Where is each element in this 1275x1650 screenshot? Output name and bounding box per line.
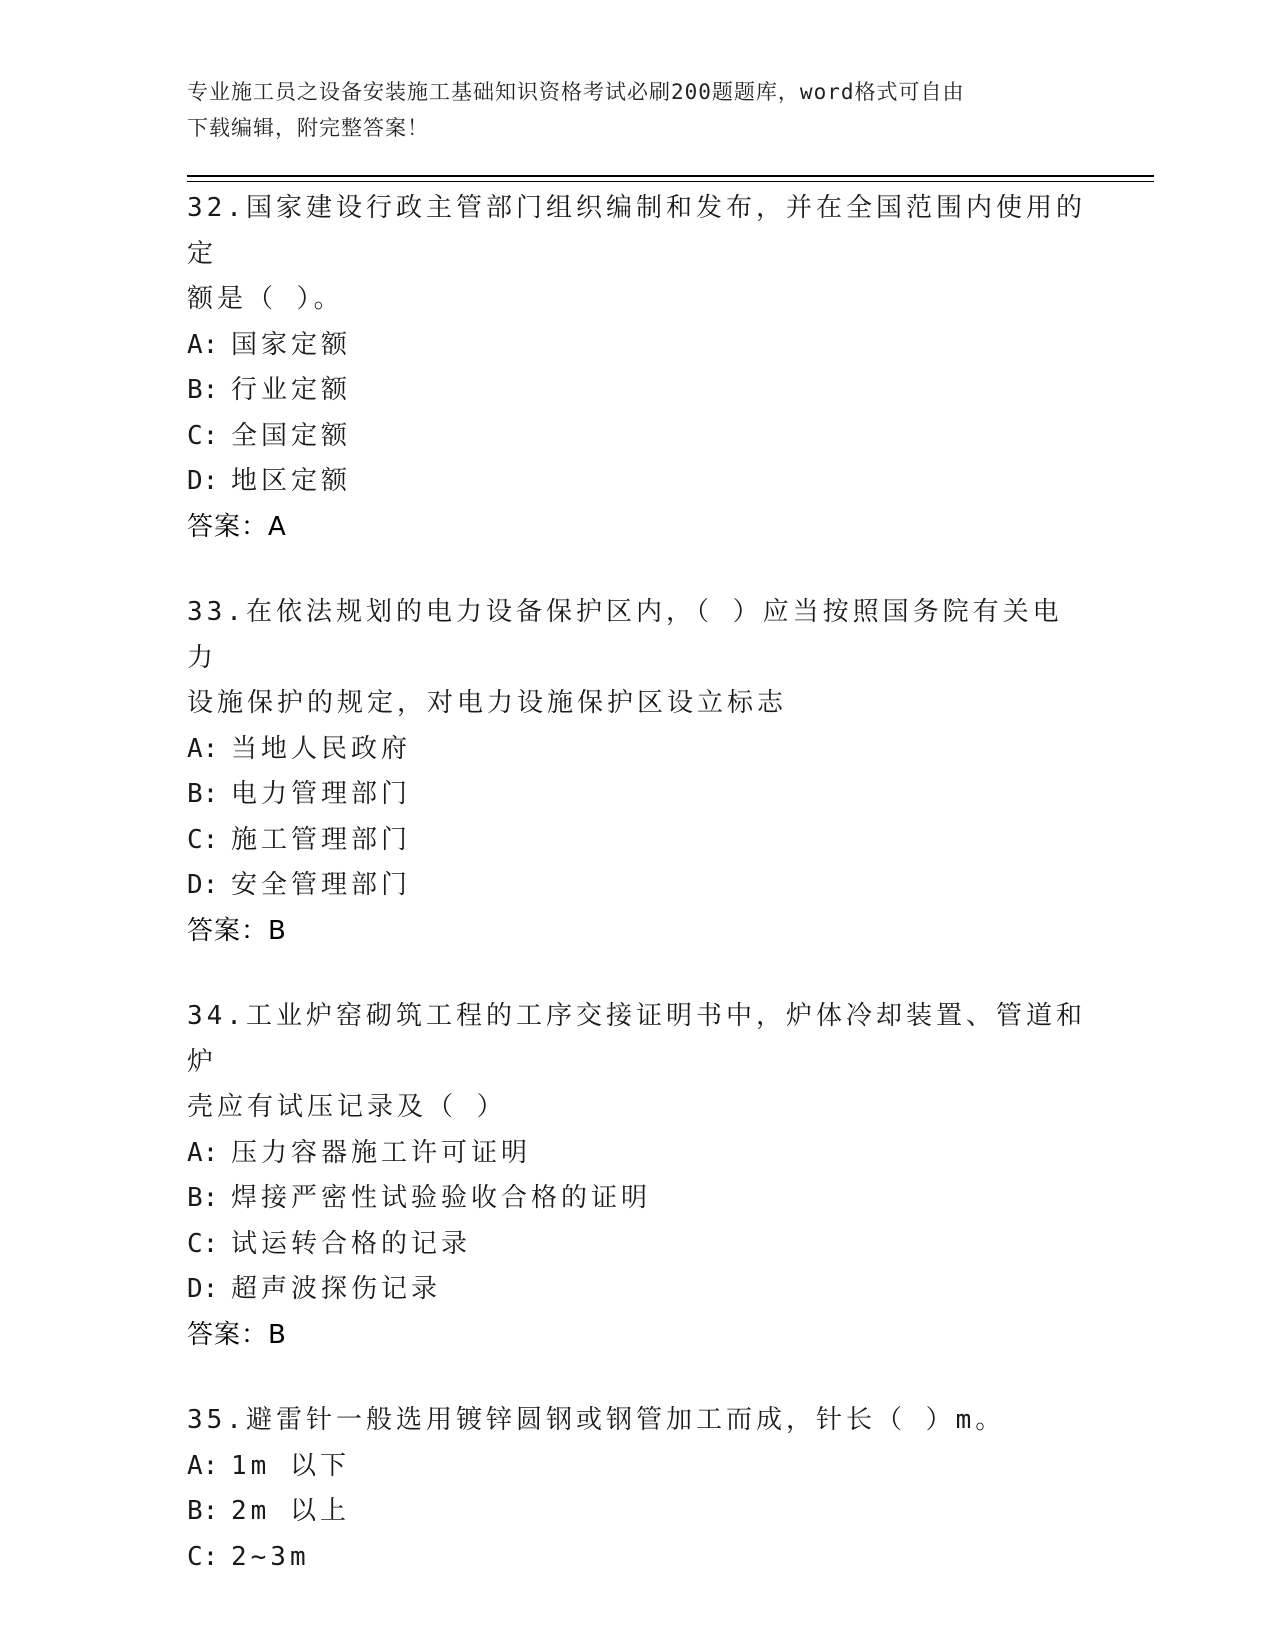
question-stem-line: 34.工业炉窑砌筑工程的工序交接证明书中，炉体冷却装置、管道和炉 bbox=[187, 1001, 1086, 1077]
question-34 bbox=[187, 994, 1087, 1358]
option-key: A: bbox=[187, 733, 219, 764]
option-a bbox=[187, 1444, 1087, 1490]
option-key: C: bbox=[187, 1228, 219, 1259]
option-key: A: bbox=[187, 1137, 219, 1168]
header-divider-thick bbox=[187, 175, 1154, 177]
option-a bbox=[187, 323, 1087, 369]
option-key: D: bbox=[187, 870, 219, 900]
header-line-1: 专业施工员之设备安装施工基础知识资格考试必刷200题题库，word格式可自由 bbox=[187, 80, 965, 104]
question-stem-line: 额是（ ）。 bbox=[187, 284, 344, 314]
option-text: 试运转合格的记录 bbox=[231, 1228, 472, 1259]
option-text: 电力管理部门 bbox=[231, 779, 412, 809]
option-text: 国家定额 bbox=[231, 329, 352, 360]
option-text: 压力容器施工许可证明 bbox=[231, 1137, 532, 1168]
option-key: B: bbox=[187, 779, 219, 809]
option-text: 当地人民政府 bbox=[231, 733, 412, 764]
option-c bbox=[187, 414, 1087, 460]
option-text: 超声波探伤记录 bbox=[231, 1274, 442, 1304]
question-32 bbox=[187, 186, 1087, 550]
question-stem-line: 35.避雷针一般选用镀锌圆钢或钢管加工而成，针长（ ）m。 bbox=[187, 1405, 1006, 1435]
option-text: 2m 以上 bbox=[231, 1496, 350, 1526]
option-key: D: bbox=[187, 1274, 219, 1304]
option-d bbox=[187, 459, 1087, 505]
answer-line: 答案：B bbox=[187, 915, 287, 946]
option-key: C: bbox=[187, 420, 219, 451]
question-list bbox=[187, 186, 1087, 1620]
option-key: A: bbox=[187, 329, 219, 360]
question-stem-line: 设施保护的规定，对电力设施保护区设立标志 bbox=[187, 688, 788, 718]
header-divider-thin bbox=[187, 181, 1154, 182]
document-header bbox=[187, 74, 1067, 146]
option-b bbox=[187, 772, 1087, 818]
answer-line: 答案：A bbox=[187, 511, 287, 542]
option-key: A: bbox=[187, 1450, 219, 1481]
question-stem-line: 壳应有试压记录及（ ） bbox=[187, 1092, 507, 1122]
option-key: B: bbox=[187, 375, 219, 405]
option-a bbox=[187, 1131, 1087, 1177]
option-text: 1m 以下 bbox=[231, 1450, 350, 1481]
option-text: 安全管理部门 bbox=[231, 870, 412, 900]
option-text: 焊接严密性试验验收合格的证明 bbox=[231, 1183, 652, 1213]
option-text: 2~3m bbox=[231, 1541, 310, 1572]
question-stem-line: 33.在依法规划的电力设备保护区内，（ ）应当按照国务院有关电力 bbox=[187, 597, 1063, 673]
option-key: C: bbox=[187, 1541, 219, 1572]
option-b bbox=[187, 368, 1087, 414]
option-c bbox=[187, 818, 1087, 864]
question-stem bbox=[187, 994, 1087, 1131]
option-a bbox=[187, 727, 1087, 773]
header-line-2: 下载编辑，附完整答案！ bbox=[187, 116, 429, 140]
option-d bbox=[187, 863, 1087, 909]
question-35 bbox=[187, 1398, 1087, 1580]
option-key: D: bbox=[187, 466, 219, 496]
option-b bbox=[187, 1489, 1087, 1535]
option-text: 行业定额 bbox=[231, 375, 352, 405]
option-key: C: bbox=[187, 824, 219, 855]
option-text: 全国定额 bbox=[231, 420, 352, 451]
option-text: 施工管理部门 bbox=[231, 824, 412, 855]
question-stem bbox=[187, 590, 1087, 727]
answer-line: 答案：B bbox=[187, 1319, 287, 1350]
option-c bbox=[187, 1535, 1087, 1581]
option-c bbox=[187, 1222, 1087, 1268]
option-text: 地区定额 bbox=[231, 466, 352, 496]
option-key: B: bbox=[187, 1183, 219, 1213]
option-b bbox=[187, 1176, 1087, 1222]
option-d bbox=[187, 1267, 1087, 1313]
option-key: B: bbox=[187, 1496, 219, 1526]
question-stem-line: 32.国家建设行政主管部门组织编制和发布，并在全国范围内使用的定 bbox=[187, 193, 1086, 269]
question-33 bbox=[187, 590, 1087, 954]
question-stem bbox=[187, 1398, 1087, 1444]
question-stem bbox=[187, 186, 1087, 323]
